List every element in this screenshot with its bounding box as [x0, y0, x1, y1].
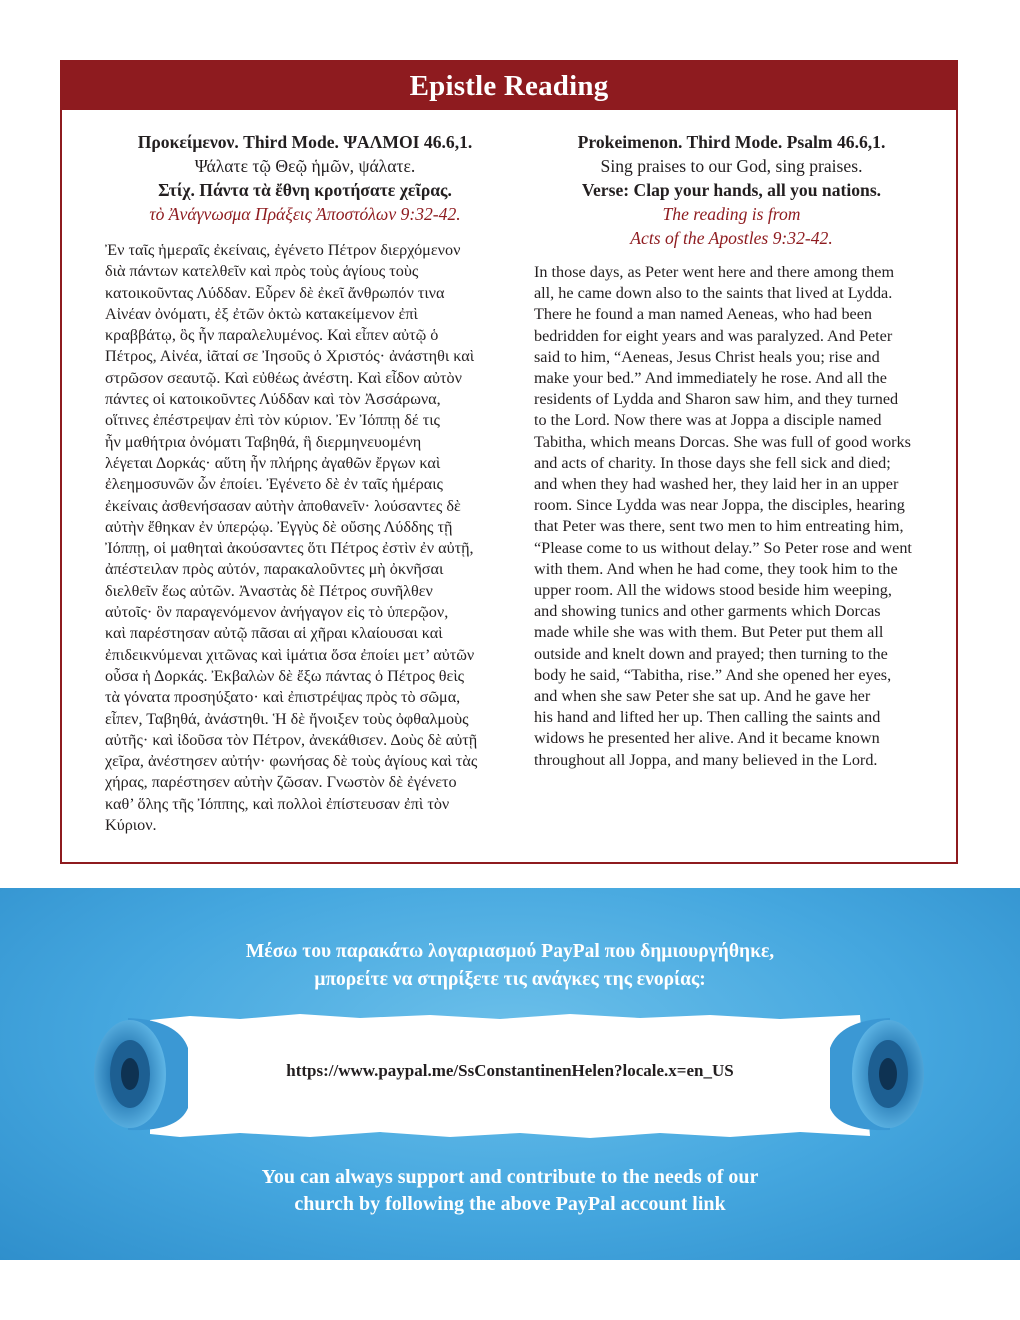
banner-english-line: You can always support and contribute to the needs of our: [261, 1166, 759, 1188]
greek-line: ἐπιδεικνύμεναι χιτῶνας καὶ ἱμάτια ὅσα ἐποίει μετ’ αὐτῶν: [105, 645, 475, 664]
english-column: [534, 130, 929, 771]
greek-prokeimenon: [105, 130, 505, 226]
greek-line: οἵτινες ἐπέστρεψαν ἐπὶ τὸν κύριον. Ἐν Ἰόππῃ δέ τις: [105, 411, 440, 430]
banner-greek-line: μπορείτε να στηρίξετε τις ανάγκες της ενορίας:: [314, 969, 706, 990]
greek-line: καὶ παρέστησαν αὐτῷ πᾶσαι αἱ χῆραι κλαίουσαι καὶ: [105, 624, 443, 643]
greek-prokeimenon-refrain: Ψάλατε τῷ Θεῷ ἡμῶν, ψάλατε.: [194, 156, 416, 176]
english-line: said to him, “Aeneas, Jesus Christ heals you; rise and: [534, 347, 880, 366]
greek-line: κατοικοῦντας Λύδδαν. Εὗρεν δὲ ἐκεῖ ἄνθρωπόν τινα: [105, 283, 445, 302]
english-line: widows he presented her alive. And it became known: [534, 729, 880, 748]
greek-line: ἐκείναις ἀσθενήσασαν αὐτὴν ἀποθανεῖν· λούσαντες δὲ: [105, 496, 461, 515]
banner-greek-line: Μέσω του παρακάτω λογαριασμού PayPal που δημιουργήθηκε,: [245, 941, 775, 962]
greek-line: πάντες οἱ κατοικοῦντες Λύδδαν καὶ τὸν Ἀσσάρωνα,: [105, 390, 441, 409]
english-line: body he said, “Tabitha, rise.” And she opened her eyes,: [534, 665, 892, 684]
greek-line: Ἐν ταῖς ἡμεραῖς ἐκείναις, ἐγένετο Πέτρον διερχόμενον: [105, 241, 461, 259]
english-line: residents of Lydda and Sharon saw him, and they turned: [534, 390, 899, 409]
greek-line: διελθεῖν ἕως αὐτῶν. Ἀναστὰς δὲ Πέτρος συνῆλθεν: [105, 581, 433, 600]
english-line: with them. And when he had come, they took him to the: [534, 559, 898, 578]
greek-line: καθ’ ὅλης τῆς Ἰόππης, καὶ πολλοὶ ἐπίστευσαν ἐπὶ τὸν: [105, 794, 450, 813]
greek-line: κραββάτῳ, ὃς ἦν παραλελυμένος. Καὶ εἶπεν αὐτῷ ὁ: [105, 326, 439, 345]
english-reading-text: [534, 262, 929, 771]
greek-line: χήρας, παρέστησεν αὐτὴν ζῶσαν. Γνωστὸν δὲ ἐγένετο: [105, 773, 457, 792]
english-line: bedridden for eight years and was paralyzed. And Peter: [534, 326, 893, 345]
english-line: to the Lord. Now there was at Joppa a disciple named: [534, 411, 882, 430]
greek-line: αὐτῆς· καὶ ἰδοῦσα τὸν Πέτρον, ἀνεκάθισεν. Δοὺς δὲ αὐτῇ: [105, 730, 478, 749]
greek-line: αὐτοῖς· ὃν παραγενόμενον ἀνήγαγον εἰς τὸ ὑπερῷον,: [105, 603, 449, 622]
english-reading-reference-line1: The reading is from: [662, 204, 801, 224]
greek-reading-reference: τὸ Ἀνάγνωσμα Πράξεις Ἀποστόλων 9:32-42.: [149, 204, 461, 224]
greek-line: αὐτὴν ἔθηκαν ἐν ὑπερῴῳ. Ἐγγὺς δὲ οὔσης Λύδδης τῇ: [105, 517, 453, 536]
english-prokeimenon-title: Prokeimenon. Third Mode. Psalm 46.6,1.: [577, 132, 886, 152]
greek-line: Πέτρος, Αἰνέα, ἰᾶταί σε Ἰησοῦς ὁ Χριστός· ἀνάστηθι καὶ: [105, 347, 475, 366]
english-line: Tabitha, which means Dorcas. She was full of good works: [534, 432, 911, 451]
greek-line: Κύριον.: [105, 816, 157, 835]
english-line: made while she was with them. But Peter put them all: [534, 623, 884, 642]
english-line: outside and knelt down and prayed; then turning to the: [534, 644, 888, 663]
greek-line: ἦν μαθήτρια ὀνόματι Ταβηθά, ἣ διερμηνευομένη: [105, 432, 422, 451]
greek-line: Αἰνέαν ὀνόματι, ἐξ ἐτῶν ὀκτὼ κατακείμενον ἐπὶ: [105, 304, 418, 323]
greek-prokeimenon-verse: Στίχ. Πάντα τὰ ἔθνη κροτήσατε χεῖρας.: [158, 180, 452, 200]
greek-line: εἶπεν, Ταβηθά, ἀνάστηθι. Ἡ δὲ ἤνοιξεν τοὺς ὀφθαλμοὺς: [105, 709, 469, 728]
english-line: In those days, as Peter went here and there among them: [534, 263, 895, 281]
greek-line: διὰ πάντων κατελθεῖν καὶ πρὸς τοὺς ἁγίους τοὺς: [105, 262, 419, 281]
greek-line: λέγεται Δορκάς· αὕτη ἦν πλήρης ἀγαθῶν ἔργων καὶ: [105, 453, 441, 472]
english-line: make your bed.” And immediately he rose. And all the: [534, 369, 887, 388]
greek-line: ἐλεημοσυνῶν ὧν ἐποίει. Ἐγένετο δὲ ἐν ταῖς ἡμέραις: [105, 475, 443, 494]
greek-reading-text: [105, 240, 505, 836]
english-line: and when they had washed her, they laid her in an upper: [534, 475, 899, 494]
greek-line: οὖσα ἡ Δορκάς. Ἐκβαλὼν δὲ ἔξω πάντας ὁ Πέτρος θεὶς: [105, 666, 465, 685]
english-prokeimenon-verse: Verse: Clap your hands, all you nations.: [581, 180, 882, 200]
greek-column: [105, 130, 505, 836]
english-line: and when she saw Peter she sat up. And he gave her: [534, 687, 871, 706]
english-line: upper room. All the widows stood beside him weeping,: [534, 581, 892, 600]
english-line: and acts of charity. In those days she fell sick and died;: [534, 453, 891, 472]
greek-line: χεῖρα, ἀνέστησεν αὐτήν· φωνήσας δὲ τοὺς ἁγίους καὶ τὰς: [105, 752, 478, 771]
epistle-reading-box: [60, 60, 958, 864]
english-line: his hand and lifted her up. Then calling the saints and: [534, 708, 881, 727]
english-prokeimenon: [534, 130, 929, 250]
english-line: and showing tunics and other garments which Dorcas: [534, 602, 881, 621]
english-line: room. Since Lydda was near Joppa, the disciples, hearing: [534, 496, 905, 515]
greek-line: στρῶσον σεαυτῷ. Καὶ εὐθέως ἀνέστη. Καὶ εἶδον αὐτὸν: [105, 368, 462, 387]
english-prokeimenon-refrain: Sing praises to our God, sing praises.: [600, 156, 863, 176]
english-line: There he found a man named Aeneas, who had been: [534, 305, 873, 324]
section-header: [62, 62, 956, 110]
greek-prokeimenon-title: Προκείμενον. Third Mode. ΨΑΛΜΟΙ 46.6,1.: [137, 132, 473, 152]
greek-line: τὰ γόνατα προσηύξατο· καὶ ἐπιστρέψας πρὸς τὸ σῶμα,: [105, 688, 461, 707]
greek-line: Ἰόππῃ, οἱ μαθηταὶ ἀκούσαντες ὅτι Πέτρος ἐστὶν ἐν αὐτῇ,: [105, 539, 474, 558]
english-line: all, he came down also to the saints that lived at Lydda.: [534, 284, 893, 303]
banner-english-text: [0, 1164, 1020, 1218]
greek-line: ἀπέστειλαν πρὸς αὐτόν, παρακαλοῦντες μὴ ὀκνῆσαι: [105, 560, 444, 579]
english-reading-reference-line2: Acts of the Apostles 9:32-42.: [630, 228, 833, 248]
paypal-banner: [0, 888, 1020, 1260]
banner-english-line: church by following the above PayPal account link: [294, 1193, 726, 1215]
english-line: that Peter was there, sent two men to him entreating him,: [534, 517, 904, 536]
section-title: Epistle Reading: [409, 69, 609, 102]
english-line: throughout all Joppa, and many believed in the Lord.: [534, 750, 878, 769]
paypal-link[interactable]: https://www.paypal.me/SsConstantinenHelen?locale.x=en_US: [286, 1061, 734, 1080]
english-line: “Please come to us without delay.” So Peter rose and went: [534, 538, 912, 557]
